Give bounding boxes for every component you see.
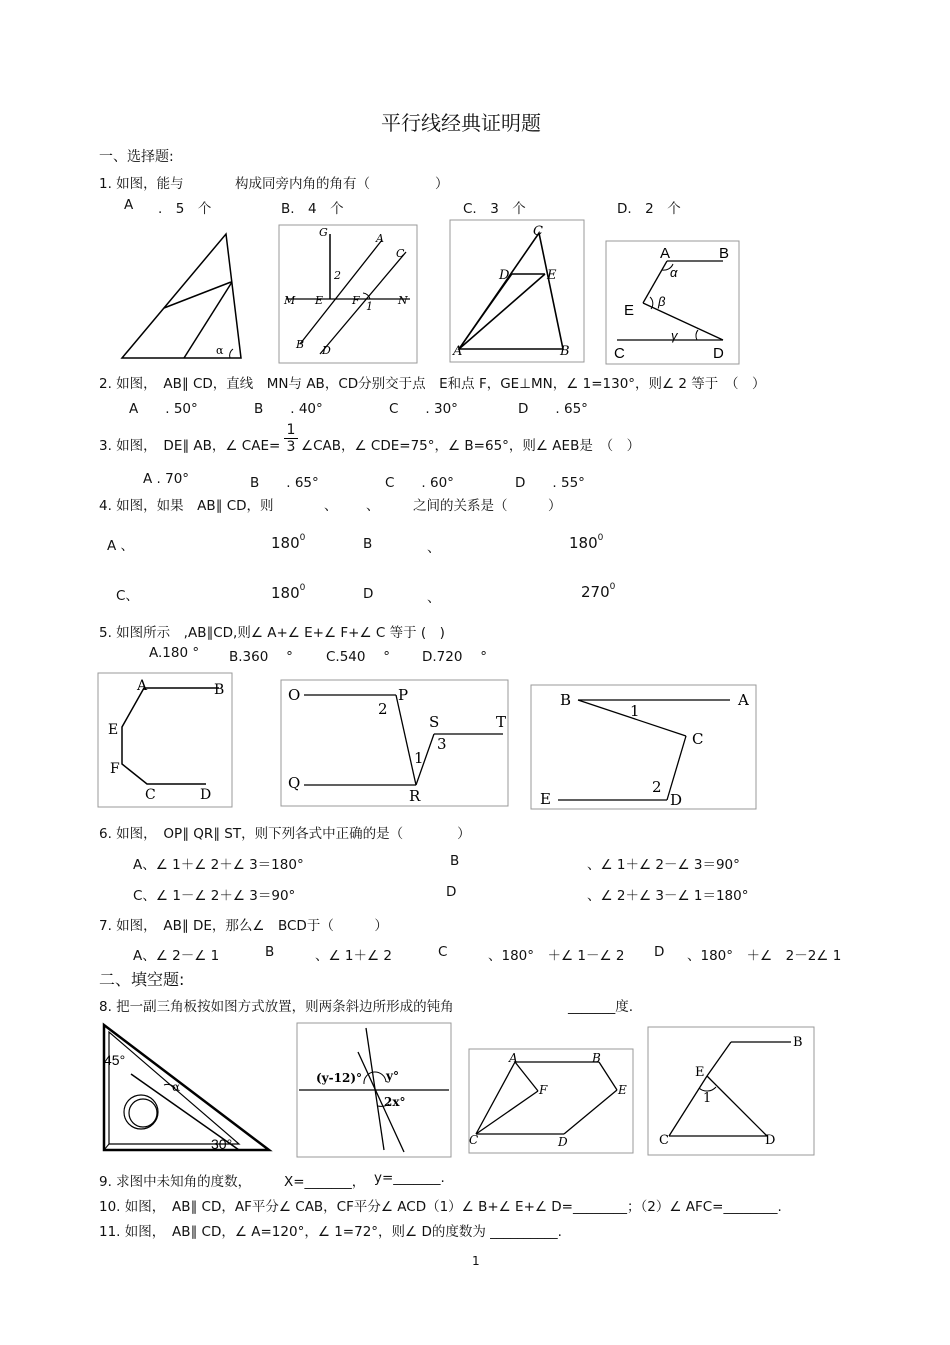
q7-option-c-value: 、180° ＋∠ 1－∠ 2 [488, 948, 625, 964]
figure-q1-triangle [118, 230, 248, 362]
label-3: 3 [437, 735, 447, 753]
q2-stem: 2. 如图， AB∥ CD，直线 MN与 AB，CD分别交于点 E和点 F，GE⊥MN，∠ 1=130°，则∠ 2 等于 （ ） [99, 376, 766, 392]
q7-option-a: A、∠ 2－∠ 1 [133, 948, 220, 964]
q1-option-a-letter: A [124, 197, 134, 213]
label-A: A [738, 691, 749, 709]
q7-option-b-letter: B [265, 944, 275, 960]
label-D: D [713, 345, 724, 362]
q9-x-blank: X=_______， [284, 1174, 366, 1190]
q6-option-c: C、∠ 1－∠ 2＋∠ 3＝90° [133, 888, 296, 904]
q11-stem: 11. 如图， AB∥ CD，∠ A=120°，∠ 1=72°，则∠ D的度数为 __________. [99, 1224, 562, 1240]
label-B: B [214, 682, 225, 698]
q5-option-a: A.180 ° [149, 645, 200, 661]
label-A: A [376, 232, 384, 245]
label-B: B [793, 1035, 803, 1050]
label-2: 2 [378, 700, 388, 718]
q9-stem: 9. 求图中未知角的度数， [99, 1174, 252, 1190]
figure-q10-hexagon [468, 1048, 634, 1154]
label-B: B [296, 338, 305, 351]
q3-fraction [284, 422, 298, 455]
label-C: C [469, 1133, 479, 1147]
q7-stem: 7. 如图， AB∥ DE，那么∠ BCD于（ ） [99, 918, 388, 934]
q4-sep-1: 、 [324, 498, 338, 514]
q4-sep-2: 、 [366, 498, 380, 514]
label-D: D [670, 791, 683, 809]
label-E: E [624, 302, 635, 319]
q2-option-c: C . 30° [389, 401, 458, 417]
label-F: F [110, 761, 120, 777]
q4-option-b: B [363, 536, 373, 552]
label-N: N [398, 294, 408, 307]
q6-option-d-letter: D [446, 884, 457, 900]
figure-q7-polyline [530, 684, 757, 810]
label-T: T [496, 713, 507, 731]
label-beta: β [658, 294, 666, 309]
label-C: C [614, 345, 625, 362]
label-C: C [533, 224, 543, 239]
q4-option-a-value: $180^0$ [271, 533, 306, 552]
label-M: M [284, 294, 296, 307]
q5-option-b: B.360 ° [229, 649, 293, 665]
q4-option-d-value: $270^0$ [581, 582, 616, 601]
label-S: S [429, 713, 440, 731]
q7-option-d-letter: D [654, 944, 665, 960]
figure-q4-zigzag [605, 240, 740, 365]
label-E: E [540, 790, 551, 808]
q5-option-c: C.540 ° [326, 649, 391, 665]
q4-option-d-sep: 、 [427, 590, 441, 606]
q1-stem-c: ） [435, 176, 449, 192]
figure-q3-triangle [449, 219, 585, 363]
label-P: P [398, 686, 409, 704]
q6-option-b-value: 、∠ 1＋∠ 2－∠ 3＝90° [587, 857, 740, 873]
label-2: 2 [334, 269, 341, 282]
label-A: A [137, 678, 148, 694]
label-2: 2 [652, 778, 662, 796]
q4-stem-b: 之间的关系是（ ） [413, 498, 562, 514]
label-1: 1 [630, 702, 640, 720]
label-alpha: α [670, 265, 678, 280]
page-title: 平行线经典证明题 [381, 111, 541, 135]
q8-stem: 8. 把一副三角板按如图方式放置，则两条斜边所形成的钝角 [99, 999, 454, 1015]
label-E: E [547, 268, 557, 283]
q1-stem-b: 构成同旁内角的角有（ [235, 176, 370, 192]
label-2x: 2x° [384, 1095, 406, 1109]
label-F: F [352, 294, 360, 307]
label-Q: Q [288, 774, 301, 792]
label-45: 45° [104, 1052, 126, 1068]
q3-stem-b: ∠CAB，∠ CDE=75°，∠ B=65°，则∠ AEB是 （ ） [301, 438, 641, 454]
q10-stem: 10. 如图， AB∥ CD，AF平分∠ CAB，CF平分∠ ACD（1）∠ B+∠ E+∠ D=________；（2）∠ AFC=________. [99, 1199, 782, 1215]
label-D: D [765, 1133, 776, 1148]
q1-option-d: D. 2 个 [617, 201, 681, 217]
label-D: D [322, 344, 331, 357]
label-G: G [319, 226, 328, 239]
q4-option-c-value: $180^0$ [271, 583, 306, 602]
q6-option-a: A、∠ 1＋∠ 2＋∠ 3＝180° [133, 857, 304, 873]
label-B: B [592, 1051, 601, 1065]
q3-option-c: C . 60° [385, 475, 454, 491]
label-30: 30° [211, 1136, 233, 1152]
figure-q5-polygon [97, 672, 233, 808]
label-F: F [539, 1083, 548, 1097]
q3-option-b: B . 65° [250, 475, 319, 491]
figure-q2-lines [278, 224, 418, 364]
q1-stem-a: 1. 如图，能与 [99, 176, 184, 192]
q2-option-a: A . 50° [129, 401, 198, 417]
section-heading-fill: 二、填空题: [99, 970, 185, 989]
q6-stem: 6. 如图， OP∥ QR∥ ST，则下列各式中正确的是（ ） [99, 826, 471, 842]
q3-stem-a: 3. 如图， DE∥ AB，∠ CAE= [99, 438, 281, 454]
figure-q11-triangle [647, 1026, 815, 1156]
q2-option-b: B . 40° [254, 401, 323, 417]
q1-option-a-value: . 5 个 [158, 201, 212, 217]
q5-option-d: D.720 ° [422, 649, 487, 665]
q7-option-d-value: 、180° ＋∠ 2－2∠ 1 [687, 948, 842, 964]
label-A: A [509, 1051, 518, 1065]
label-O: O [288, 686, 301, 704]
label-C: C [692, 730, 704, 748]
q4-option-d: D [363, 586, 374, 602]
page-number: 1 [472, 1254, 480, 1268]
q4-option-a: A 、 [107, 538, 135, 554]
q2-option-d: D . 65° [518, 401, 588, 417]
label-E: E [108, 722, 119, 738]
q6-option-b-letter: B [450, 853, 460, 869]
label-B: B [719, 245, 730, 262]
label-B: B [560, 344, 570, 359]
label-C: C [659, 1133, 669, 1148]
q4-option-c: C、 [116, 588, 139, 604]
label-y: y° [386, 1069, 399, 1083]
label-B: B [560, 691, 572, 709]
label-1: 1 [366, 300, 373, 313]
figure-q9-angles [296, 1022, 452, 1158]
label-C: C [396, 247, 405, 260]
fraction-numerator: 1 [286, 422, 296, 438]
label-D: D [558, 1135, 568, 1149]
q1-option-b: B. 4 个 [281, 201, 344, 217]
label-A: A [660, 245, 671, 262]
fraction-denominator: 3 [284, 438, 298, 455]
label-D: D [499, 268, 510, 283]
q8-blank: _______度. [568, 999, 634, 1015]
q7-option-b-value: 、∠ 1＋∠ 2 [315, 948, 392, 964]
figure-q6-polyline [280, 679, 509, 807]
label-E: E [618, 1083, 627, 1097]
q6-option-d-value: 、∠ 2＋∠ 3－∠ 1＝180° [587, 888, 749, 904]
q4-option-b-value: $180^0$ [569, 533, 604, 552]
label-y-minus-12: (y-12)° [316, 1071, 363, 1085]
label-E: E [695, 1065, 705, 1080]
q3-option-d: D . 55° [515, 475, 585, 491]
figure-q8-set-squares [101, 1022, 273, 1154]
q9-y-blank: y=_______. [374, 1170, 445, 1186]
q7-option-c-letter: C [438, 944, 448, 960]
q4-option-b-sep: 、 [427, 540, 441, 556]
label-1: 1 [414, 749, 424, 767]
q1-option-c: C. 3 个 [463, 201, 526, 217]
label-R: R [409, 787, 421, 805]
q4-stem-a: 4. 如图，如果 AB∥ CD，则 [99, 498, 274, 514]
label-A: A [453, 344, 463, 359]
q5-stem: 5. 如图所示 ,AB∥CD,则∠ A+∠ E+∠ F+∠ C 等于 ( ) [99, 625, 445, 641]
q3-option-a: A . 70° [143, 471, 190, 487]
label-C: C [145, 787, 156, 803]
label-gamma: γ [671, 328, 678, 343]
label-D: D [200, 787, 212, 803]
label-1: 1 [703, 1091, 712, 1106]
label-alpha: α [172, 1080, 181, 1094]
alpha-label: α [216, 344, 224, 357]
label-E: E [315, 294, 324, 307]
section-heading-choice: 一、选择题: [99, 149, 174, 165]
